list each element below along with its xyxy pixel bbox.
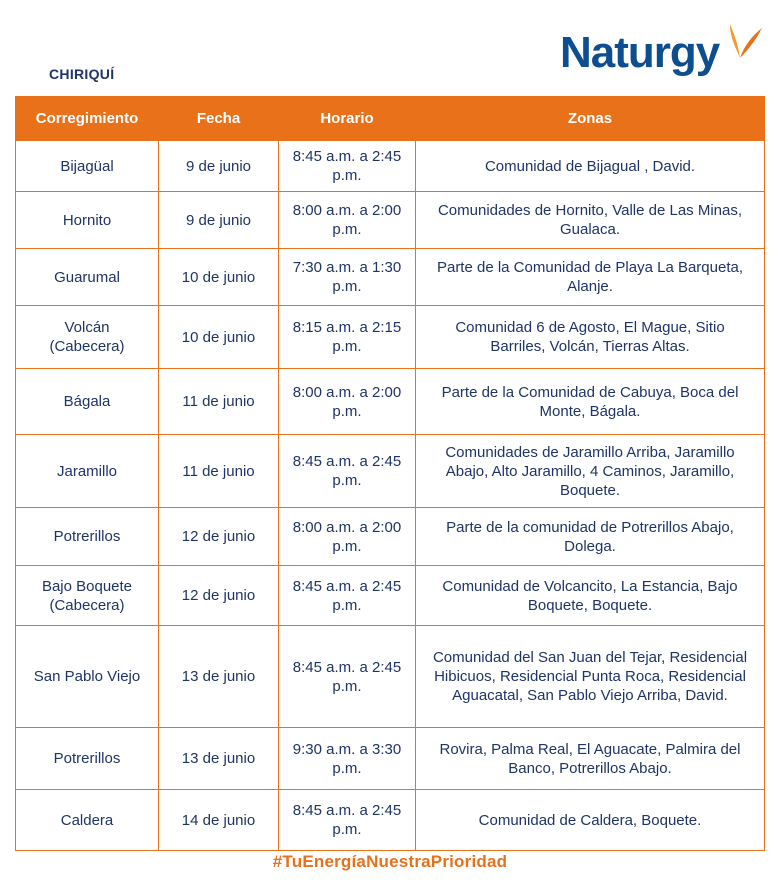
cell-zonas: Comunidades de Jaramillo Arriba, Jaramillo Abajo, Alto Jaramillo, 4 Caminos, Jaramillo, Boquete. [416,435,765,508]
cell-zonas: Comunidad de Caldera, Boquete. [416,790,765,851]
cell-zonas: Comunidad de Volcancito, La Estancia, Bajo Boquete, Boquete. [416,566,765,626]
cell-fecha: 10 de junio [159,249,279,306]
cell-zonas: Comunidades de Hornito, Valle de Las Minas, Gualaca. [416,192,765,249]
header-zonas: Zonas [416,97,765,141]
naturgy-logo [560,22,770,82]
cell-zonas: Comunidad 6 de Agosto, El Mague, Sitio Barriles, Volcán, Tierras Altas. [416,306,765,369]
cell-horario: 9:30 a.m. a 3:30 p.m. [279,728,416,790]
cell-corregimiento: Bijagüal [16,141,159,192]
cell-corregimiento: San Pablo Viejo [16,626,159,728]
cell-zonas: Rovira, Palma Real, El Aguacate, Palmira del Banco, Potrerillos Abajo. [416,728,765,790]
header-corregimiento: Corregimiento [16,97,159,141]
header-horario: Horario [279,97,416,141]
cell-horario: 7:30 a.m. a 1:30 p.m. [279,249,416,306]
cell-horario: 8:15 a.m. a 2:15 p.m. [279,306,416,369]
table-row [16,566,765,626]
cell-fecha: 12 de junio [159,508,279,566]
cell-horario: 8:00 a.m. a 2:00 p.m. [279,508,416,566]
cell-fecha: 9 de junio [159,141,279,192]
cell-fecha: 11 de junio [159,435,279,508]
cell-zonas: Comunidad de Bijagual , David. [416,141,765,192]
cell-corregimiento: Volcán (Cabecera) [16,306,159,369]
cell-horario: 8:45 a.m. a 2:45 p.m. [279,790,416,851]
table-row [16,192,765,249]
cell-fecha: 11 de junio [159,369,279,435]
table-row [16,728,765,790]
cell-corregimiento: Bajo Boquete (Cabecera) [16,566,159,626]
logo-wordmark: Naturgy [560,28,720,77]
table-row [16,141,765,192]
cell-corregimiento: Caldera [16,790,159,851]
cell-corregimiento: Jaramillo [16,435,159,508]
table-row [16,435,765,508]
cell-zonas: Parte de la Comunidad de Playa La Barqueta, Alanje. [416,249,765,306]
cell-zonas: Comunidad del San Juan del Tejar, Residencial Hibicuos, Residencial Punta Roca, Residencial Aguacatal, San Pablo Viejo Arriba, David. [416,626,765,728]
region-title: CHIRIQUÍ [49,66,115,82]
cell-horario: 8:00 a.m. a 2:00 p.m. [279,369,416,435]
cell-horario: 8:45 a.m. a 2:45 p.m. [279,141,416,192]
cell-horario: 8:45 a.m. a 2:45 p.m. [279,626,416,728]
table-row [16,790,765,851]
butterfly-icon [724,22,764,62]
header-fecha: Fecha [159,97,279,141]
table-row [16,626,765,728]
table-header-row [16,97,765,141]
cell-horario: 8:45 a.m. a 2:45 p.m. [279,435,416,508]
cell-corregimiento: Bágala [16,369,159,435]
cell-fecha: 9 de junio [159,192,279,249]
cell-corregimiento: Hornito [16,192,159,249]
cell-zonas: Parte de la comunidad de Potrerillos Abajo, Dolega. [416,508,765,566]
table-row [16,369,765,435]
cell-corregimiento: Guarumal [16,249,159,306]
cell-zonas: Parte de la Comunidad de Cabuya, Boca del Monte, Bágala. [416,369,765,435]
cell-fecha: 14 de junio [159,790,279,851]
schedule-table [15,96,765,851]
cell-corregimiento: Potrerillos [16,508,159,566]
cell-corregimiento: Potrerillos [16,728,159,790]
table-row [16,249,765,306]
cell-fecha: 12 de junio [159,566,279,626]
cell-fecha: 13 de junio [159,728,279,790]
cell-horario: 8:00 a.m. a 2:00 p.m. [279,192,416,249]
cell-horario: 8:45 a.m. a 2:45 p.m. [279,566,416,626]
cell-fecha: 13 de junio [159,626,279,728]
hashtag-footer: #TuEnergíaNuestraPrioridad [272,852,508,871]
table-row [16,508,765,566]
cell-fecha: 10 de junio [159,306,279,369]
table-row [16,306,765,369]
